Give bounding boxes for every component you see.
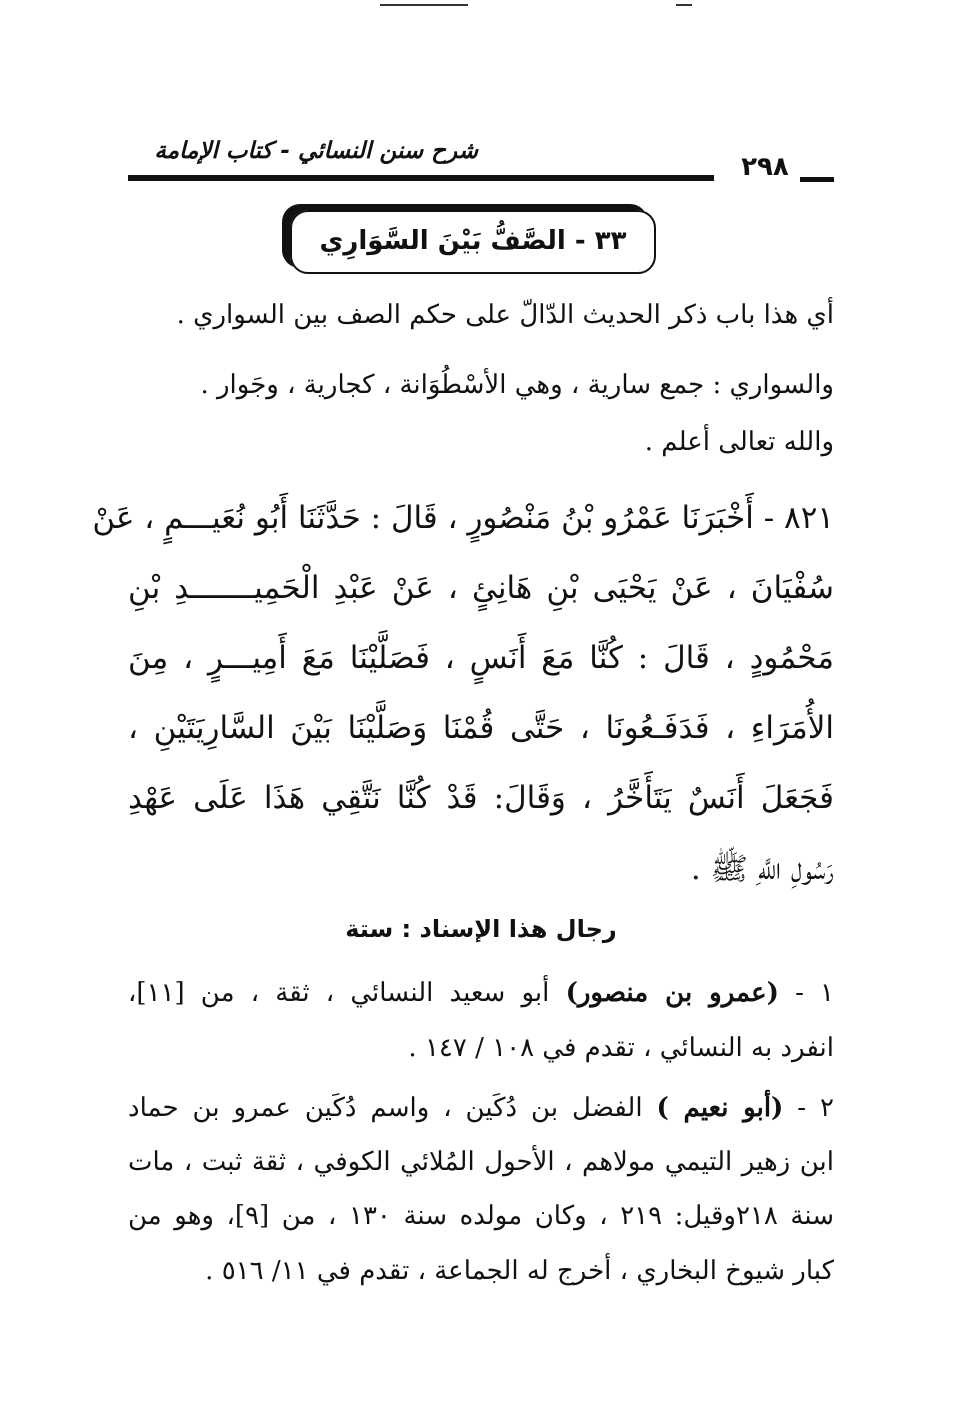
narrator-number: ٢ -	[783, 1093, 834, 1123]
page-number-dash	[800, 177, 834, 182]
hadith-line: ٨٢١ - أَخْبَرَنَا عَمْرُو بْنُ مَنْصُورٍ ، قَالَ : حَدَّثَنَا أَبُو نُعَيـــمٍ ، عَنْ	[92, 500, 834, 536]
section-title: ٣٣ - الصَّفُّ بَيْنَ السَّوَارِي	[319, 226, 627, 256]
narrator-text: كبار شيوخ البخاري ، أخرج له الجماعة ، تقدم في ١١/ ٥١٦ .	[205, 1256, 834, 1286]
page-number: ٢٩٨	[741, 152, 789, 182]
hadith-line: سُفْيَانَ ، عَنْ يَحْيَى بْنِ هَانِئٍ ، عَنْ عَبْدِ الْحَمِيـــــــدِ بْنِ	[128, 570, 834, 606]
hadith-line: فَجَعَلَ أَنَسٌ يَتَأَخَّرُ ، وَقَالَ: قَدْ كُنَّا نَتَّقِي هَذَا عَلَى عَهْدِ	[128, 780, 834, 816]
narrator-number: ١ -	[778, 978, 834, 1008]
narrators-heading: رجال هذا الإسناد : ستة	[345, 915, 617, 943]
narrator-name: (أبو نعيم )	[656, 1093, 784, 1123]
narrator-name: (عمرو بن منصور)	[565, 978, 779, 1008]
narrator-text: انفرد به النسائي ، تقدم في ١٠٨ / ١٤٧ .	[408, 1033, 834, 1063]
header-rule	[128, 175, 714, 181]
narrator-text: أبو سعيد النسائي ، ثقة ، من [١١]،	[128, 978, 566, 1008]
narrator-entry	[128, 978, 834, 1008]
hadith-line: رَسُولِ اللَّهِ ﷺ .	[690, 851, 834, 887]
hadith-line: الأُمَرَاءِ ، فَدَفَـعُونَا ، حَتَّى قُمْنَا وَصَلَّيْنَا بَيْنَ السَّارِيَتَيْنِ ،	[128, 710, 834, 746]
narrator-entry	[128, 1093, 834, 1123]
narrator-text: الفضل بن دُكَين ، واسم دُكَين عمرو بن حماد	[128, 1093, 657, 1123]
intro-line: والسواري : جمع سارية ، وهي الأسْطُوَانة ، كجارية ، وجَوار .	[200, 370, 834, 400]
scan-artifact	[676, 4, 692, 6]
hadith-line: مَحْمُودٍ ، قَالَ : كُنَّا مَعَ أَنَسٍ ، فَصَلَّيْنَا مَعَ أَمِيـــرٍ ، مِنَ	[128, 640, 834, 676]
scan-artifact	[380, 4, 468, 6]
intro-line: والله تعالى أعلم .	[644, 427, 834, 457]
narrator-text: سنة ٢١٨وقيل: ٢١٩ ، وكان مولده سنة ١٣٠ ، من [٩]، وهو من	[128, 1201, 834, 1231]
section-title-box	[290, 210, 656, 274]
intro-line: أي هذا باب ذكر الحديث الدّالّ على حكم الصف بين السواري .	[176, 300, 834, 330]
running-title: شرح سنن النسائي - كتاب الإمامة	[154, 138, 478, 164]
narrator-text: ابن زهير التيمي مولاهم ، الأحول المُلائي الكوفي ، ثقة ثبت ، مات	[128, 1147, 834, 1177]
